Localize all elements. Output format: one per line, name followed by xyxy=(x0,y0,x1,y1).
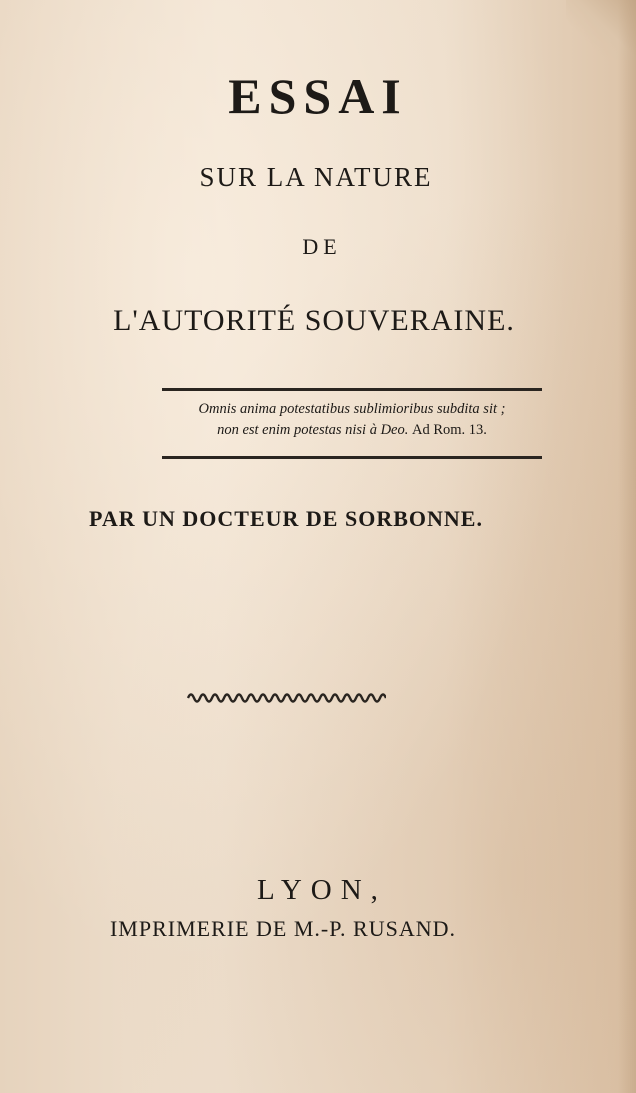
subtitle-line-2: DE xyxy=(302,234,342,259)
subtitle-line-1: SUR LA NATURE xyxy=(199,162,433,192)
imprint-printer: IMPRIMERIE DE M.-P. RUSAND. xyxy=(109,916,457,941)
epigraph-top-rule xyxy=(162,388,542,391)
book-title: ESSAI xyxy=(228,68,408,124)
epigraph-line-2-text: non est enim potestas nisi à Deo. xyxy=(217,422,409,438)
subtitle-line-3: L'AUTORITÉ SOUVERAINE. xyxy=(113,304,515,337)
ornamental-divider xyxy=(186,690,386,706)
epigraph-line-2 xyxy=(168,420,536,441)
epigraph-bottom-rule xyxy=(162,456,542,459)
epigraph-reference: Ad Rom. 13. xyxy=(412,422,487,438)
author-line: PAR UN DOCTEUR DE SORBONNE. xyxy=(89,506,483,531)
page-corner-stain xyxy=(566,0,636,60)
epigraph-line-1: Omnis anima potestatibus sublimioribus subdita sit ; xyxy=(198,401,506,417)
imprint-place: LYON, xyxy=(257,874,387,906)
